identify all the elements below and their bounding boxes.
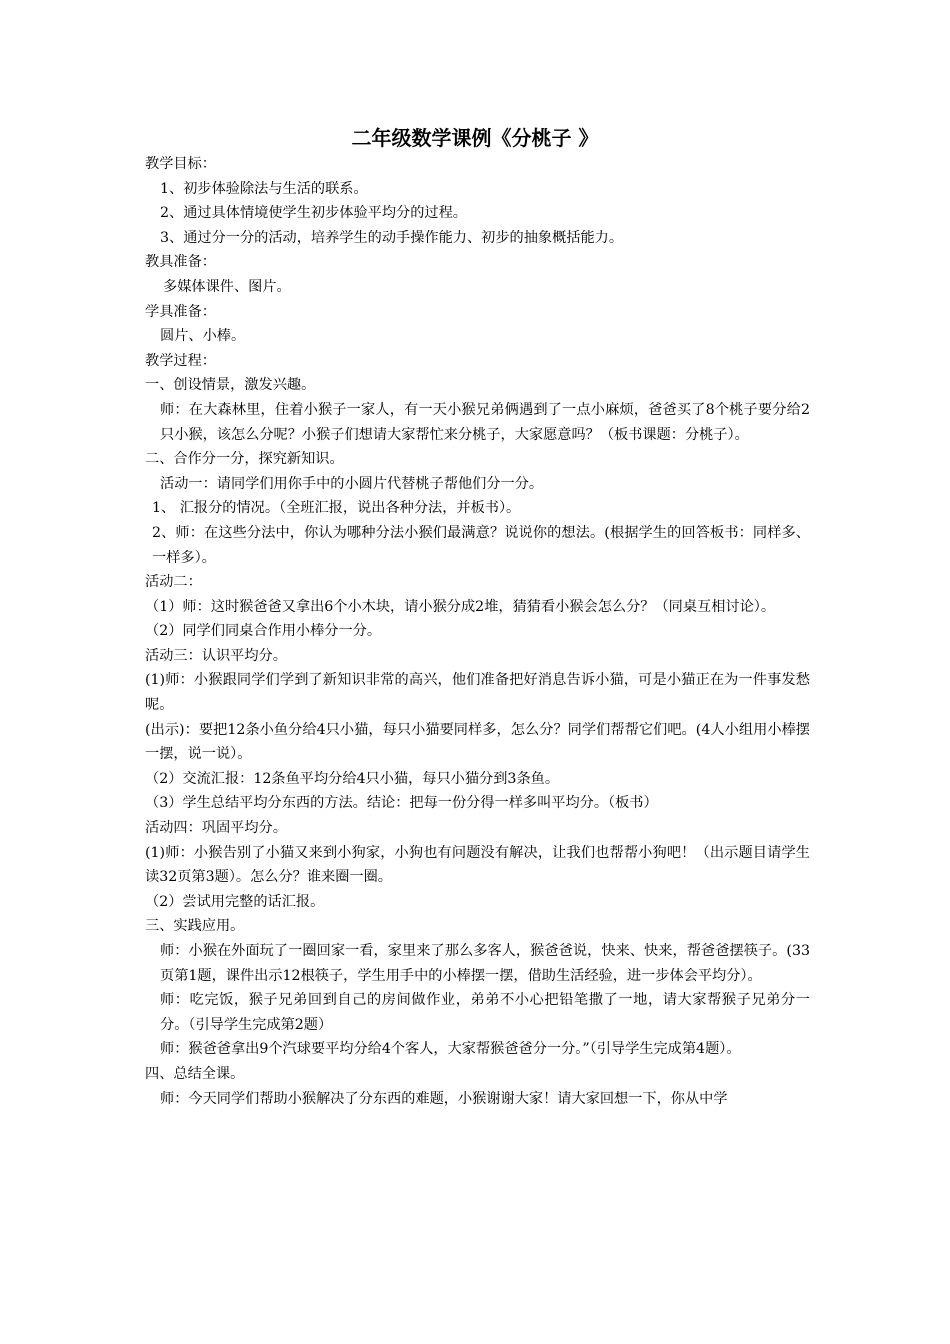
paragraph: 2、通过具体情境使学生初步体验平均分的过程。 bbox=[160, 205, 467, 222]
paragraph: 二、合作分一分，探究新知识。 bbox=[145, 451, 344, 468]
paragraph: （1）师：这时猴爸爸又拿出6个小木块，请小猴分成2堆，猜猜看小猴会怎么分？（同桌互相讨论）。 bbox=[145, 598, 776, 615]
paragraph: 活动二： bbox=[145, 574, 202, 591]
paragraph: 活动一：请同学们用你手中的小圆片代替桃子帮他们分一分。 bbox=[160, 475, 544, 492]
paragraph: （2）同学们同桌合作用小棒分一分。 bbox=[145, 623, 382, 640]
paragraph: 1、 汇报分的情况。（全班汇报，说出各种分法，并板书）。 bbox=[152, 500, 521, 517]
paragraph: (1)师：小猴跟同学们学到了新知识非常的高兴，他们准备把好消息告诉小猫，可是小猫正在为一件事发愁呢。 bbox=[145, 672, 810, 714]
paragraph: （3）学生总结平均分东西的方法。结论：把每一份分得一样多叫平均分。（板书） bbox=[145, 795, 658, 812]
paragraph: 师：猴爸爸拿出9个汽球要平均分给4个客人，大家帮猴爸爸分一分。”（引导学生完成第4题）。 bbox=[160, 1041, 741, 1058]
paragraph: 师：在大森林里，住着小猴子一家人，有一天小猴兄弟俩遇到了一点小麻烦，爸爸买了8个桃子要分给2只小猴，该怎么分呢？小猴子们想请大家帮忙来分桃子，大家愿意吗？（板书课题：分桃子）。 bbox=[160, 401, 810, 443]
paragraph: 师：小猴在外面玩了一圈回家一看，家里来了那么多客人，猴爸爸说，快来、快来，帮爸爸摆筷子。(33页第1题，课件出示12根筷子，学生用手中的小棒摆一摆，借助生活经验，进一步体会平均分）。 bbox=[160, 943, 810, 984]
paragraph: 学具准备： bbox=[145, 303, 216, 320]
paragraph: 师：吃完饭，猴子兄弟回到自己的房间做作业，弟弟不小心把铅笔撒了一地，请大家帮猴子兄弟分一分。（引导学生完成第2题） bbox=[160, 992, 810, 1033]
paragraph: 多媒体课件、图片。 bbox=[163, 278, 291, 295]
paragraph: 活动三：认识平均分。 bbox=[145, 647, 287, 664]
document-body bbox=[145, 152, 810, 1111]
document-title: 二年级数学课例《分桃子 》 bbox=[351, 126, 599, 150]
paragraph: 一、创设情景，激发兴趣。 bbox=[145, 377, 316, 394]
paragraph: 圆片、小棒。 bbox=[160, 328, 246, 345]
paragraph: (出示)：要把12条小鱼分给4只小猫，每只小猫要同样多，怎么分？同学们帮帮它们吧。(4人小组用小棒摆一摆，说一说）。 bbox=[145, 721, 810, 763]
paragraph: （2）交流汇报：12条鱼平均分给4只小猫，每只小猫分到3条鱼。 bbox=[145, 770, 560, 787]
paragraph: 2、师：在这些分法中，你认为哪种分法小猴们最满意？说说你的想法。(根据学生的回答板书：同样多、一样多）。 bbox=[152, 524, 810, 566]
paragraph: 教具准备： bbox=[145, 254, 216, 271]
paragraph: 1、初步体验除法与生活的联系。 bbox=[160, 180, 368, 197]
paragraph: 师：今天同学们帮助小猴解决了分东西的难题，小猴谢谢大家！请大家回想一下，你从中学 bbox=[160, 1090, 728, 1107]
paragraph: 四、总结全课。 bbox=[145, 1065, 245, 1082]
paragraph: 教学目标： bbox=[145, 156, 216, 172]
paragraph: 3、通过分一分的活动，培养学生的动手操作能力、初步的抽象概括能力。 bbox=[160, 229, 624, 246]
paragraph: （2）尝试用完整的话汇报。 bbox=[145, 893, 325, 910]
paragraph: (1)师：小猴告别了小猫又来到小狗家，小狗也有问题没有解决，让我们也帮帮小狗吧！（出示题目请学生读32页第3题）。怎么分？谁来圈一圈。 bbox=[145, 844, 810, 886]
paragraph: 活动四：巩固平均分。 bbox=[145, 820, 287, 837]
paragraph: 教学过程： bbox=[145, 352, 216, 369]
paragraph: 三、实践应用。 bbox=[145, 918, 245, 935]
